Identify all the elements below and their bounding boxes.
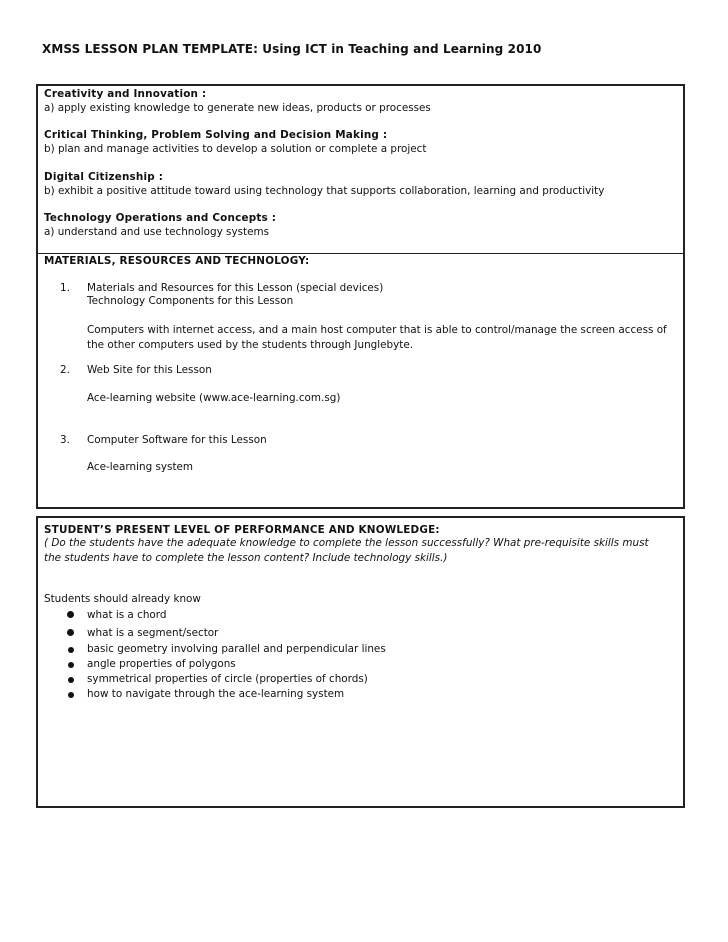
bullet-icon	[68, 692, 74, 698]
item-label: Web Site for this Lesson	[87, 364, 212, 376]
item-number: 3.	[60, 434, 70, 446]
outcome-heading-tech-operations: Technology Operations and Concepts :	[44, 212, 277, 224]
item-number: 1.	[60, 282, 70, 294]
bullet-icon	[68, 677, 74, 683]
materials-item-1-sublabel: Technology Components for this Lesson	[87, 295, 294, 307]
outcome-text-creativity: a) apply existing knowledge to generate new ideas, products or processes	[44, 102, 431, 114]
list-item: how to navigate through the ace-learning system	[66, 687, 386, 702]
list-item: symmetrical properties of circle (properties of chords)	[66, 672, 386, 687]
list-item: angle properties of polygons	[66, 657, 386, 672]
materials-item-2	[60, 364, 677, 377]
item-label: Computer Software for this Lesson	[87, 434, 267, 446]
knowledge-prompt-line-1: ( Do the students have the adequate knowledge to complete the lesson successfully? What pre-requisite skills must	[44, 537, 649, 549]
knowledge-heading: STUDENT’S PRESENT LEVEL OF PERFORMANCE AND KNOWLEDGE:	[44, 524, 440, 536]
outcome-heading-creativity: Creativity and Innovation :	[44, 88, 207, 100]
knowledge-prompt-line-2: the students have to complete the lesson content? Include technology skills.)	[44, 552, 448, 564]
item-label: Materials and Resources for this Lesson (special devices)	[87, 282, 384, 294]
page-title: XMSS LESSON PLAN TEMPLATE: Using ICT in Teaching and Learning 2010	[42, 42, 542, 56]
outcome-text-digital-citizenship: b) exhibit a positive attitude toward using technology that supports collaboration, learning and productivity	[44, 185, 605, 197]
list-item: basic geometry involving parallel and perpendicular lines	[66, 642, 386, 657]
bullet-icon	[67, 629, 74, 636]
materials-heading: MATERIALS, RESOURCES AND TECHNOLOGY:	[44, 255, 310, 267]
outcomes-section	[36, 84, 685, 254]
bullet-icon	[67, 611, 74, 618]
materials-section	[36, 253, 685, 509]
bullet-icon	[68, 662, 74, 668]
outcome-heading-digital-citizenship: Digital Citizenship :	[44, 171, 164, 183]
knowledge-intro: Students should already know	[44, 593, 201, 605]
materials-item-3	[60, 434, 677, 447]
materials-item-1	[60, 282, 677, 295]
item-number: 2.	[60, 364, 70, 376]
outcome-text-critical-thinking: b) plan and manage activities to develop a solution or complete a project	[44, 143, 427, 155]
list-item: what is a chord	[66, 606, 386, 624]
outcome-text-tech-operations: a) understand and use technology systems	[44, 226, 270, 238]
knowledge-section	[36, 516, 685, 808]
prerequisite-list	[66, 606, 386, 702]
outcome-heading-critical-thinking: Critical Thinking, Problem Solving and Decision Making :	[44, 129, 388, 141]
materials-item-1-detail: Computers with internet access, and a main host computer that is able to control/manage the screen access of the other computers used by the students through Junglebyte.	[87, 324, 667, 351]
materials-item-2-detail: Ace-learning website (www.ace-learning.com.sg)	[87, 392, 341, 404]
bullet-icon	[68, 647, 74, 653]
materials-item-3-detail: Ace-learning system	[87, 461, 194, 473]
list-item: what is a segment/sector	[66, 624, 386, 642]
